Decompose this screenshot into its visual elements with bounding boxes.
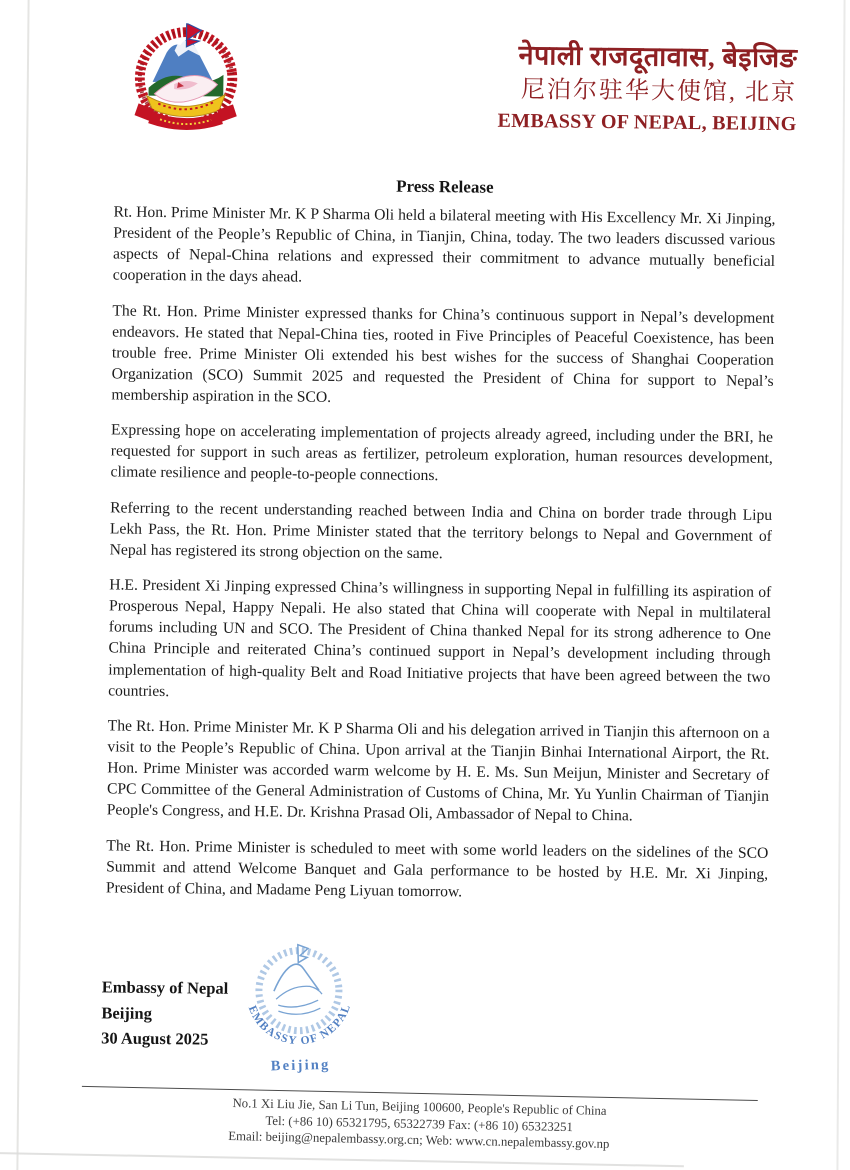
stamp-arc-text: EMBASSY OF NEPAL xyxy=(245,1002,354,1048)
signature-city: Beijing xyxy=(101,1002,152,1023)
footer-address: No.1 Xi Liu Jie, San Li Tun, Beijing 100600, People's Republic of China xyxy=(232,1096,607,1118)
embassy-name-english: EMBASSY OF NEPAL, BEIJING xyxy=(497,109,797,136)
paragraph-5: H.E. President Xi Jinping expressed China’s willingness in supporting Nepal in fulfilling its aspiration of Prosperous Nepal, Happy Nepali. He also stated that China will cooperate with Nepal in multilateral forums including UN and SCO. The President of China thanked Nepal for its strong adherence to One China Principle and reiterated China’s continued support in Nepal’s development including through implementation of high-quality Belt and Road Initiative projects that have been agreed between the two countries. xyxy=(108,576,772,700)
nepal-emblem-icon xyxy=(116,22,255,142)
embassy-stamp-icon xyxy=(223,937,378,1091)
document-body xyxy=(106,201,776,919)
stamp-city-text: Beijing xyxy=(270,1056,331,1075)
paragraph-2: The Rt. Hon. Prime Minister expressed thanks for China’s continuous support in Nepal’s development endeavors. He stated that Nepal-China ties, rooted in Five Principles of Peaceful Coexistence, has been trouble free. Prime Minister Oli extended his best wishes for the success of Shanghai Cooperation Organization (SCO) Summit 2025 and requested the President of China for support to Nepal’s membership aspiration in the SCO. xyxy=(111,302,775,406)
footer-phone-fax: Tel: (+86 10) 65321795, 65322739 Fax: (+86 10) 65323251 xyxy=(265,1113,574,1134)
letterhead-titles xyxy=(497,37,797,138)
signature-date: 30 August 2025 xyxy=(101,1028,209,1049)
paragraph-4: Referring to the recent understanding reached between India and China on border trade through Lipu Lekh Pass, the Rt. Hon. Prime Minister stated that the territory belongs to Nepal and Government of Nepal has registered its strong objection on the same. xyxy=(109,499,773,563)
paragraph-1: Rt. Hon. Prime Minister Mr. K P Sharma Oli held a bilateral meeting with His Excellency Mr. Xi Jinping, President of the People’s Republic of China, in Tianjin, China, today. The two leaders discussed various aspects of Nepal-China relations and expressed their commitment to advance mutually beneficial cooperation in the days ahead. xyxy=(112,203,776,286)
footer-email-web: Email: beijing@nepalembassy.org.cn; Web: www.cn.nepalembassy.gov.np xyxy=(228,1128,610,1151)
embassy-name-chinese: 尼泊尔驻华大使馆, 北京 xyxy=(520,77,798,107)
paragraph-3: Expressing hope on accelerating implementation of projects already agreed, including under the BRI, he requested for support in such areas as fertilizer, petroleum exploration, human resources development, climate resilience and people-to-people connections. xyxy=(110,421,774,485)
embassy-name-nepali: नेपाली राजदूतावास, बेइजिङ xyxy=(518,40,798,74)
document-title: Press Release xyxy=(396,176,494,197)
paragraph-6: The Rt. Hon. Prime Minister Mr. K P Sharma Oli and his delegation arrived in Tianjin this afternoon on a visit to the People’s Republic of China. Upon arrival at the Tianjin Binhai International Airport, the Rt. Hon. Prime Minister was accorded warm welcome by H. E. Ms. Sun Meijun, Minister and Secretary of CPC Committee of the General Administration of Customs of China, Mr. Yu Yunlin Chairman of Tianjin People's Congress, and H.E. Dr. Krishna Prasad Oli, Ambassador of Nepal to China. xyxy=(106,717,770,825)
signature-organization: Embassy of Nepal xyxy=(101,977,229,998)
paragraph-7: The Rt. Hon. Prime Minister is scheduled to meet with some world leaders on the sidelines of the SCO Summit and attend Welcome Banquet and Gala performance to be hosted by H.E. Mr. Xi Jinping, President of China, and Madame Peng Liyuan tomorrow. xyxy=(105,836,769,901)
signature-block xyxy=(101,974,228,1052)
footer xyxy=(81,1086,758,1156)
